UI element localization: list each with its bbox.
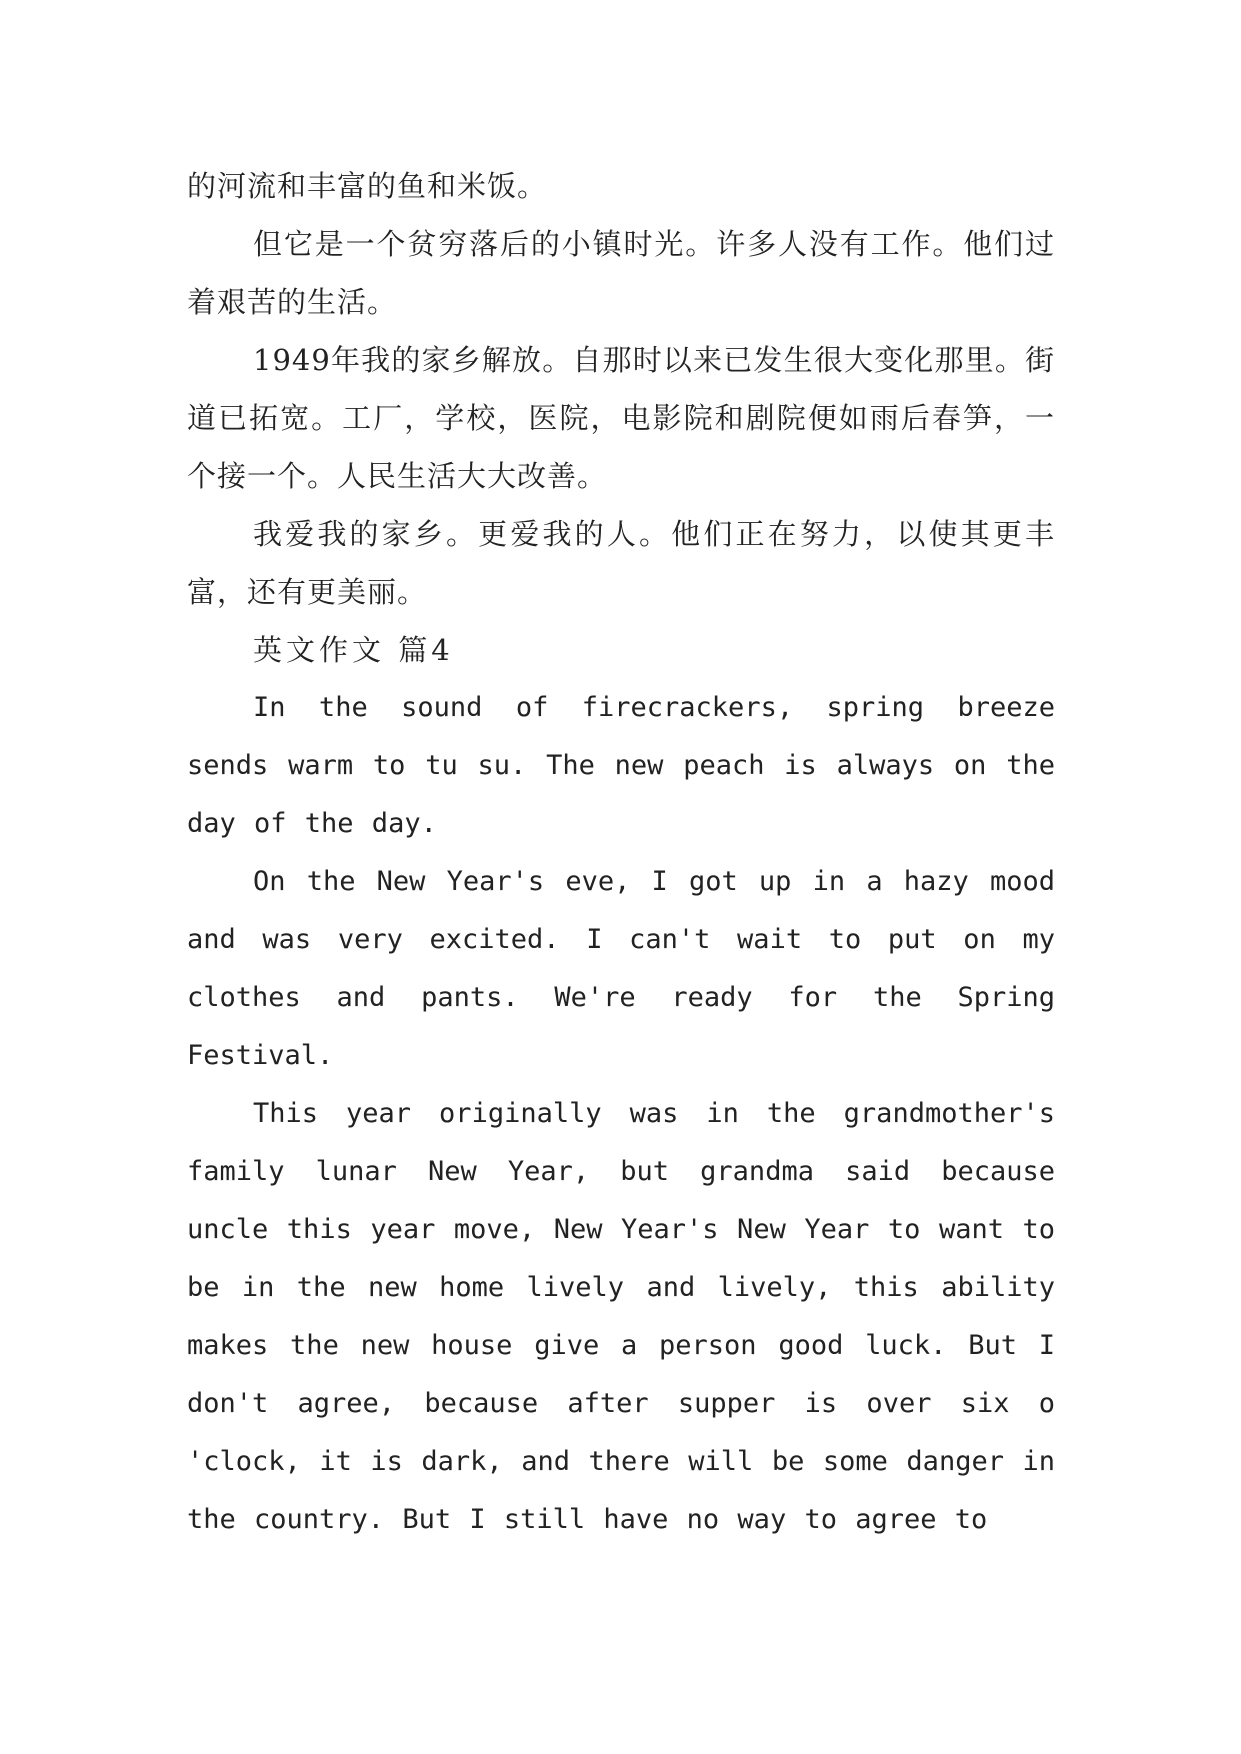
paragraph-english: In the sound of firecrackers, spring breeze sends warm to tu su. The new peach is always on the day of the day.: [187, 692, 1055, 839]
paragraph: 1949年我的家乡解放。自那时以来已发生很大变化那里。街道已拓宽。工厂，学校，医院，电影院和剧院便如雨后春笋，一个接一个。人民生活大大改善。: [187, 343, 1055, 493]
paragraph: 但它是一个贫穷落后的小镇时光。许多人没有工作。他们过着艰苦的生活。: [187, 227, 1055, 319]
document-page: [187, 157, 1055, 1549]
section-heading: 英文作文 篇4: [253, 633, 454, 667]
paragraph: 我爱我的家乡。更爱我的人。他们正在努力，以使其更丰富，还有更美丽。: [187, 517, 1055, 609]
paragraph-english: This year originally was in the grandmother's family lunar New Year, but grandma said because uncle this year move, New Year's New Year to want to be in the new home lively and lively, this ability makes the new house give a person good luck. But I don't agree, because after supper is over six o 'clock, it is dark, and there will be some danger in the country. But I still have no way to agree to: [187, 1098, 1055, 1535]
paragraph-continuation: 的河流和丰富的鱼和米饭。: [187, 169, 548, 203]
paragraph-english: On the New Year's eve, I got up in a hazy mood and was very excited. I can't wait to put on my clothes and pants. We're ready for the Spring Festival.: [187, 866, 1055, 1071]
